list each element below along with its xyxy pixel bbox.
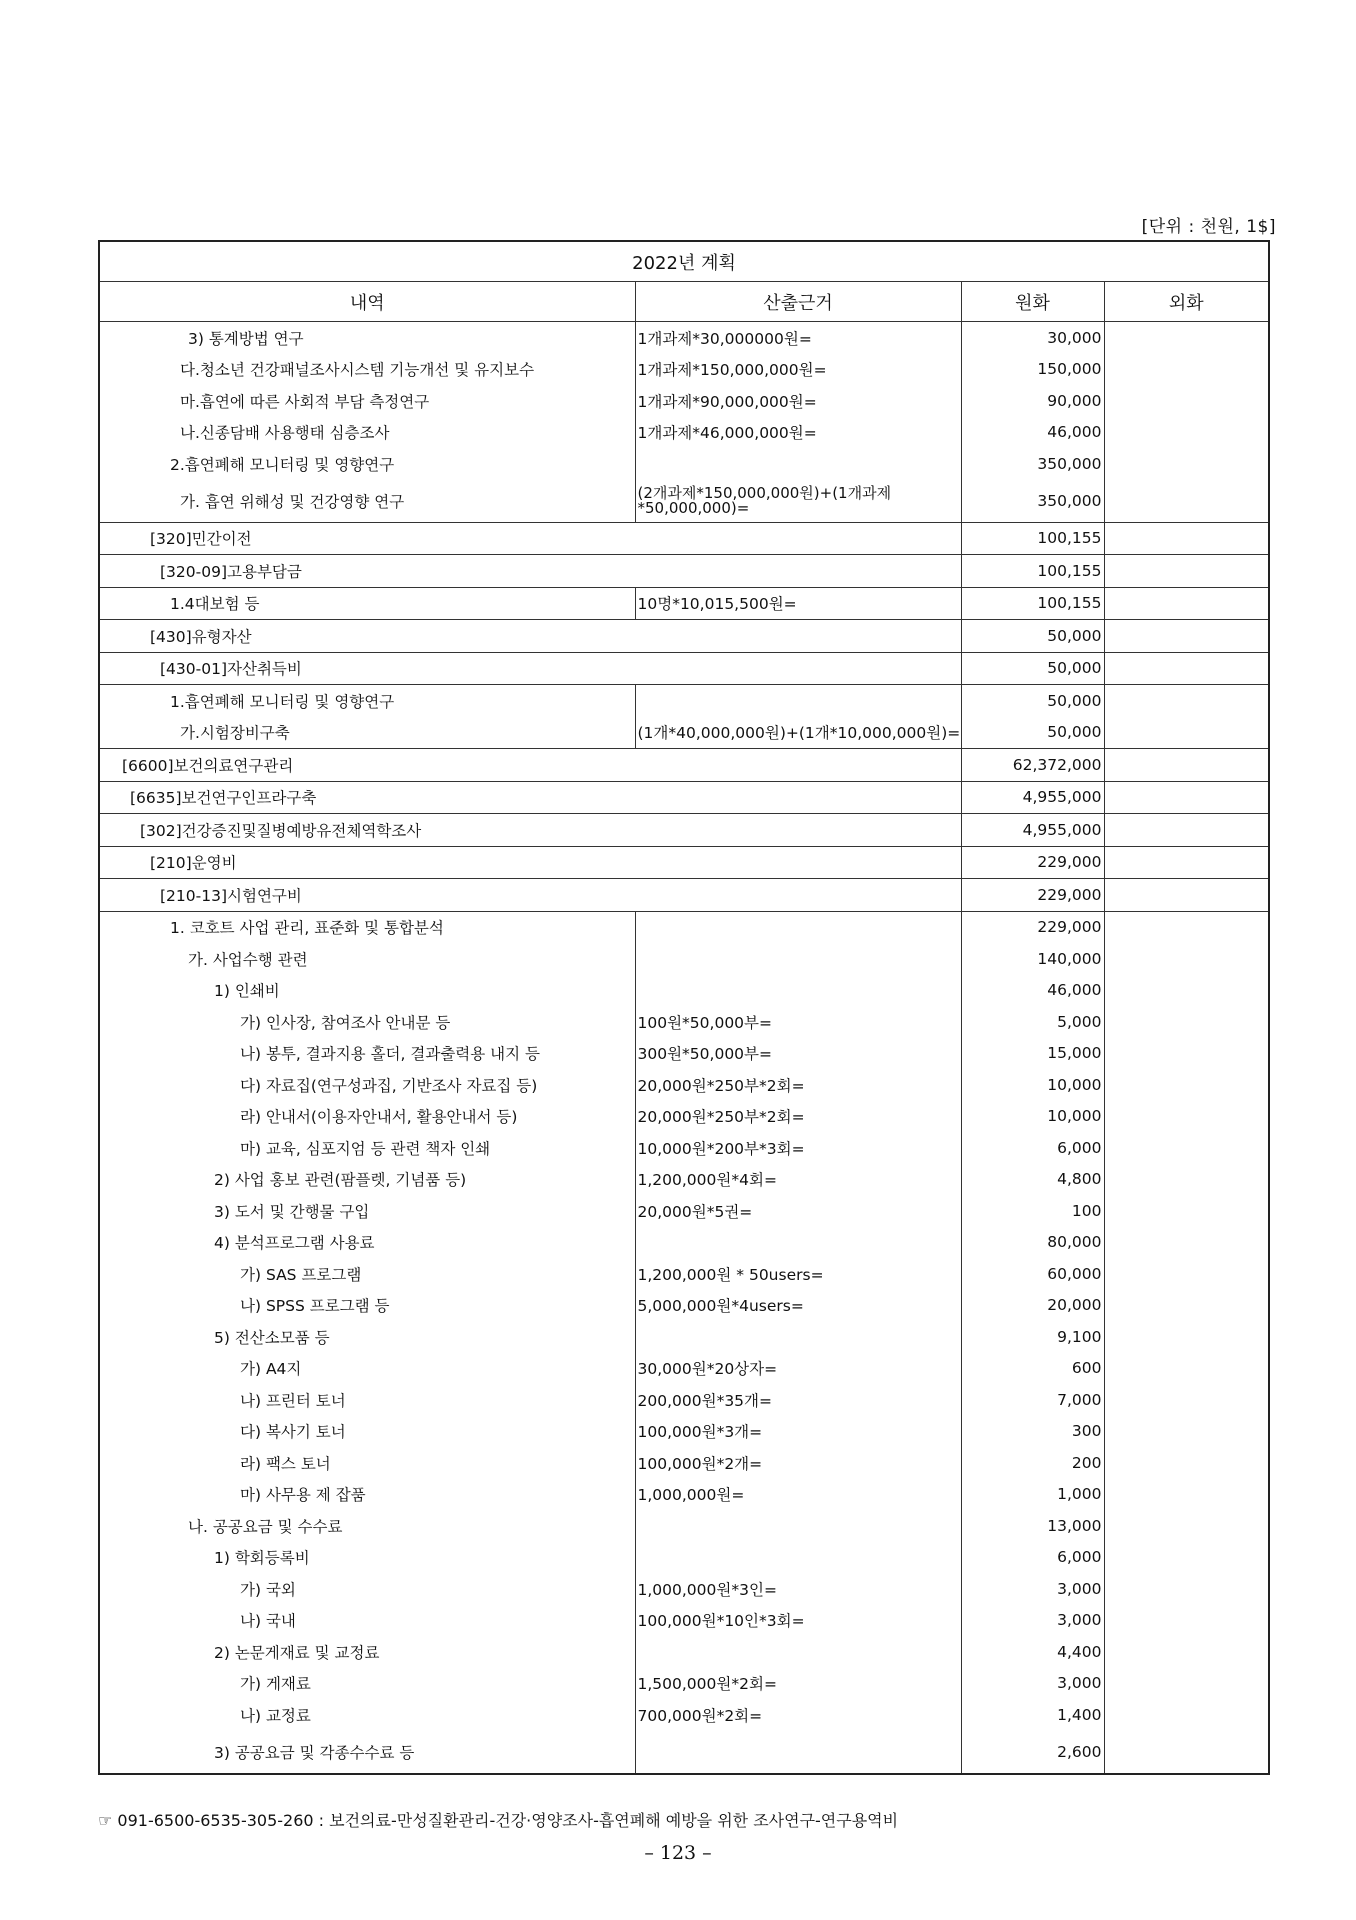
row-basis <box>635 1731 961 1774</box>
row-foreign <box>1104 846 1269 879</box>
row-basis: (1개*40,000,000원)+(1개*10,000,000원)= <box>635 717 961 749</box>
row-krw: 50,000 <box>961 652 1104 685</box>
footnote: ☞ 091-6500-6535-305-260 : 보건의료-만성질환관리-건강·영양조사-흡연폐해 예방을 위한 조사연구-연구용역비 <box>98 1811 899 1830</box>
row-item: 마.흡연에 따른 사회적 부담 측정연구 <box>99 385 635 417</box>
row-item: 나) 국내 <box>99 1605 635 1637</box>
row-foreign <box>1104 354 1269 386</box>
table-row <box>99 587 1269 620</box>
row-foreign <box>1104 1510 1269 1542</box>
row-item: [320-09]고용부담금 <box>99 555 961 588</box>
row-basis: 20,000원*250부*2회= <box>635 1101 961 1133</box>
row-krw: 150,000 <box>961 354 1104 386</box>
row-foreign <box>1104 1731 1269 1774</box>
row-foreign <box>1104 448 1269 480</box>
row-krw: 3,000 <box>961 1605 1104 1637</box>
row-foreign <box>1104 1290 1269 1322</box>
row-item: [210]운영비 <box>99 846 961 879</box>
table-row <box>99 322 1269 354</box>
table-row <box>99 1605 1269 1637</box>
table-row <box>99 385 1269 417</box>
table-row <box>99 1290 1269 1322</box>
table-row <box>99 1164 1269 1196</box>
table-row <box>99 717 1269 749</box>
table-row <box>99 1069 1269 1101</box>
row-basis: 1개과제*90,000,000원= <box>635 385 961 417</box>
row-krw: 60,000 <box>961 1258 1104 1290</box>
row-krw: 46,000 <box>961 417 1104 449</box>
table-row <box>99 1195 1269 1227</box>
row-basis: 1개과제*30,000000원= <box>635 322 961 354</box>
row-krw: 3,000 <box>961 1668 1104 1700</box>
row-foreign <box>1104 781 1269 814</box>
table-row <box>99 1132 1269 1164</box>
table-row <box>99 1447 1269 1479</box>
row-krw: 50,000 <box>961 717 1104 749</box>
row-krw: 4,400 <box>961 1636 1104 1668</box>
row-item: 1.흡연폐해 모니터링 및 영향연구 <box>99 685 635 717</box>
row-foreign <box>1104 1038 1269 1070</box>
row-basis: 1,500,000원*2회= <box>635 1668 961 1700</box>
table-row <box>99 620 1269 653</box>
table-row <box>99 1731 1269 1774</box>
row-basis: 100,000원*2개= <box>635 1447 961 1479</box>
table-row <box>99 1636 1269 1668</box>
row-krw: 100,155 <box>961 522 1104 555</box>
row-foreign <box>1104 685 1269 717</box>
row-item: 가. 사업수행 관련 <box>99 943 635 975</box>
row-krw: 15,000 <box>961 1038 1104 1070</box>
row-krw: 100 <box>961 1195 1104 1227</box>
row-basis: 700,000원*2회= <box>635 1699 961 1731</box>
page-number: – 123 – <box>644 1842 712 1864</box>
row-item: 가) A4지 <box>99 1353 635 1385</box>
row-foreign <box>1104 385 1269 417</box>
row-krw: 229,000 <box>961 846 1104 879</box>
row-item: 다) 자료집(연구성과집, 기반조사 자료집 등) <box>99 1069 635 1101</box>
row-foreign <box>1104 1479 1269 1511</box>
row-basis: 5,000,000원*4users= <box>635 1290 961 1322</box>
row-basis <box>635 1510 961 1542</box>
row-foreign <box>1104 1132 1269 1164</box>
row-foreign <box>1104 480 1269 523</box>
row-basis <box>635 1227 961 1259</box>
row-item: [430-01]자산취득비 <box>99 652 961 685</box>
table-row <box>99 1258 1269 1290</box>
table-row <box>99 749 1269 782</box>
row-foreign <box>1104 1447 1269 1479</box>
row-basis: 10,000원*200부*3회= <box>635 1132 961 1164</box>
row-foreign <box>1104 879 1269 912</box>
row-krw: 5,000 <box>961 1006 1104 1038</box>
table-row <box>99 448 1269 480</box>
row-item: 가. 흡연 위해성 및 건강영향 연구 <box>99 480 635 523</box>
row-item: 1. 코호트 사업 관리, 표준화 및 통합분석 <box>99 911 635 943</box>
row-item: 나. 공공요금 및 수수료 <box>99 1510 635 1542</box>
row-item: 나) 프린터 토너 <box>99 1384 635 1416</box>
row-foreign <box>1104 1384 1269 1416</box>
table-row <box>99 879 1269 912</box>
row-basis: 1개과제*46,000,000원= <box>635 417 961 449</box>
row-foreign <box>1104 1699 1269 1731</box>
row-krw: 50,000 <box>961 620 1104 653</box>
row-foreign <box>1104 1227 1269 1259</box>
table-row <box>99 417 1269 449</box>
table-row <box>99 1416 1269 1448</box>
row-krw: 6,000 <box>961 1542 1104 1574</box>
table-row <box>99 1038 1269 1070</box>
row-basis: 1개과제*150,000,000원= <box>635 354 961 386</box>
row-item: [430]유형자산 <box>99 620 961 653</box>
row-item: 2) 논문게재료 및 교정료 <box>99 1636 635 1668</box>
row-basis: 20,000원*5권= <box>635 1195 961 1227</box>
row-krw: 80,000 <box>961 1227 1104 1259</box>
row-foreign <box>1104 749 1269 782</box>
row-item: 나) SPSS 프로그램 등 <box>99 1290 635 1322</box>
row-item: 마) 사무용 제 잡품 <box>99 1479 635 1511</box>
row-krw: 4,800 <box>961 1164 1104 1196</box>
row-foreign <box>1104 1321 1269 1353</box>
row-krw: 229,000 <box>961 911 1104 943</box>
row-item: [210-13]시험연구비 <box>99 879 961 912</box>
header-basis: 산출근거 <box>635 282 961 322</box>
row-foreign <box>1104 620 1269 653</box>
row-item: 2.흡연폐해 모니터링 및 영향연구 <box>99 448 635 480</box>
row-foreign <box>1104 814 1269 847</box>
row-krw: 600 <box>961 1353 1104 1385</box>
table-row <box>99 354 1269 386</box>
row-item: 나.신종담배 사용행태 심층조사 <box>99 417 635 449</box>
row-krw: 1,400 <box>961 1699 1104 1731</box>
row-item: 가.시험장비구축 <box>99 717 635 749</box>
row-foreign <box>1104 943 1269 975</box>
table-row <box>99 943 1269 975</box>
row-foreign <box>1104 1605 1269 1637</box>
table-row <box>99 846 1269 879</box>
table-row <box>99 685 1269 717</box>
row-basis <box>635 685 961 717</box>
row-item: 나) 교정료 <box>99 1699 635 1731</box>
row-krw: 10,000 <box>961 1101 1104 1133</box>
header-item: 내역 <box>99 282 635 322</box>
row-krw: 100,155 <box>961 587 1104 620</box>
row-foreign <box>1104 1636 1269 1668</box>
row-basis: 1,200,000원*4회= <box>635 1164 961 1196</box>
row-foreign <box>1104 587 1269 620</box>
budget-table <box>98 240 1270 1775</box>
row-item: 가) 국외 <box>99 1573 635 1605</box>
row-krw: 100,155 <box>961 555 1104 588</box>
table-row <box>99 1699 1269 1731</box>
row-foreign <box>1104 911 1269 943</box>
row-basis: 100,000원*10인*3회= <box>635 1605 961 1637</box>
row-foreign <box>1104 1353 1269 1385</box>
table-row <box>99 1321 1269 1353</box>
row-foreign <box>1104 555 1269 588</box>
row-foreign <box>1104 975 1269 1007</box>
unit-label: [단위 : 천원, 1$] <box>1141 217 1276 237</box>
row-item: [6635]보건연구인프라구축 <box>99 781 961 814</box>
row-krw: 9,100 <box>961 1321 1104 1353</box>
row-foreign <box>1104 322 1269 354</box>
row-item: 1) 인쇄비 <box>99 975 635 1007</box>
row-foreign <box>1104 1573 1269 1605</box>
row-krw: 4,955,000 <box>961 781 1104 814</box>
row-basis: 100,000원*3개= <box>635 1416 961 1448</box>
row-item: [320]민간이전 <box>99 522 961 555</box>
row-foreign <box>1104 652 1269 685</box>
row-item: 1.4대보험 등 <box>99 587 635 620</box>
table-row <box>99 1353 1269 1385</box>
row-foreign <box>1104 1668 1269 1700</box>
row-krw: 62,372,000 <box>961 749 1104 782</box>
row-item: 5) 전산소모품 등 <box>99 1321 635 1353</box>
table-row <box>99 652 1269 685</box>
row-foreign <box>1104 1069 1269 1101</box>
row-item: 가) SAS 프로그램 <box>99 1258 635 1290</box>
row-basis <box>635 1542 961 1574</box>
row-krw: 140,000 <box>961 943 1104 975</box>
table-title: 2022년 계획 <box>99 241 1269 282</box>
row-foreign <box>1104 1164 1269 1196</box>
row-basis: 300원*50,000부= <box>635 1038 961 1070</box>
table-row <box>99 814 1269 847</box>
row-foreign <box>1104 1258 1269 1290</box>
row-foreign <box>1104 1101 1269 1133</box>
row-foreign <box>1104 1416 1269 1448</box>
table-row <box>99 1006 1269 1038</box>
row-item: 라) 안내서(이용자안내서, 활용안내서 등) <box>99 1101 635 1133</box>
row-krw: 200 <box>961 1447 1104 1479</box>
row-item: 2) 사업 홍보 관련(팜플렛, 기념품 등) <box>99 1164 635 1196</box>
table-row <box>99 911 1269 943</box>
row-basis <box>635 943 961 975</box>
row-basis: 100원*50,000부= <box>635 1006 961 1038</box>
row-item: [6600]보건의료연구관리 <box>99 749 961 782</box>
row-basis <box>635 1636 961 1668</box>
row-krw: 6,000 <box>961 1132 1104 1164</box>
row-item: 3) 공공요금 및 각종수수료 등 <box>99 1731 635 1774</box>
row-basis <box>635 911 961 943</box>
row-krw: 10,000 <box>961 1069 1104 1101</box>
row-foreign <box>1104 1542 1269 1574</box>
row-krw: 229,000 <box>961 879 1104 912</box>
row-item: 나) 봉투, 결과지용 홀더, 결과출력용 내지 등 <box>99 1038 635 1070</box>
table-row <box>99 975 1269 1007</box>
table-row <box>99 1573 1269 1605</box>
table-row <box>99 1510 1269 1542</box>
row-foreign <box>1104 1006 1269 1038</box>
row-krw: 300 <box>961 1416 1104 1448</box>
row-item: 가) 게재료 <box>99 1668 635 1700</box>
row-krw: 30,000 <box>961 322 1104 354</box>
row-basis: 30,000원*20상자= <box>635 1353 961 1385</box>
row-basis: (2개과제*150,000,000원)+(1개과제*50,000,000)= <box>635 480 961 523</box>
header-krw: 원화 <box>961 282 1104 322</box>
row-basis <box>635 448 961 480</box>
row-basis: 1,000,000원= <box>635 1479 961 1511</box>
row-krw: 90,000 <box>961 385 1104 417</box>
row-krw: 350,000 <box>961 448 1104 480</box>
row-krw: 1,000 <box>961 1479 1104 1511</box>
row-krw: 7,000 <box>961 1384 1104 1416</box>
row-krw: 350,000 <box>961 480 1104 523</box>
table-row <box>99 480 1269 523</box>
table-row <box>99 1101 1269 1133</box>
row-foreign <box>1104 417 1269 449</box>
row-item: 4) 분석프로그램 사용료 <box>99 1227 635 1259</box>
row-krw: 3,000 <box>961 1573 1104 1605</box>
row-foreign <box>1104 1195 1269 1227</box>
row-krw: 4,955,000 <box>961 814 1104 847</box>
table-row <box>99 522 1269 555</box>
table-row <box>99 1227 1269 1259</box>
row-item: 3) 통계방법 연구 <box>99 322 635 354</box>
row-item: [302]건강증진및질병예방유전체역학조사 <box>99 814 961 847</box>
row-basis: 1,000,000원*3인= <box>635 1573 961 1605</box>
table-row <box>99 555 1269 588</box>
row-basis: 200,000원*35개= <box>635 1384 961 1416</box>
row-item: 다.청소년 건강패널조사시스템 기능개선 및 유지보수 <box>99 354 635 386</box>
table-row <box>99 781 1269 814</box>
row-item: 가) 인사장, 참여조사 안내문 등 <box>99 1006 635 1038</box>
row-item: 3) 도서 및 간행물 구입 <box>99 1195 635 1227</box>
table-row <box>99 1542 1269 1574</box>
table-row <box>99 1668 1269 1700</box>
row-item: 다) 복사기 토너 <box>99 1416 635 1448</box>
row-krw: 46,000 <box>961 975 1104 1007</box>
table-row <box>99 1384 1269 1416</box>
row-foreign <box>1104 717 1269 749</box>
row-basis: 10명*10,015,500원= <box>635 587 961 620</box>
row-krw: 2,600 <box>961 1731 1104 1774</box>
row-krw: 20,000 <box>961 1290 1104 1322</box>
table-row <box>99 1479 1269 1511</box>
row-foreign <box>1104 522 1269 555</box>
table-body <box>99 322 1269 1774</box>
row-item: 마) 교육, 심포지엄 등 관련 책자 인쇄 <box>99 1132 635 1164</box>
row-item: 1) 학회등록비 <box>99 1542 635 1574</box>
row-item: 라) 팩스 토너 <box>99 1447 635 1479</box>
row-basis: 1,200,000원 * 50users= <box>635 1258 961 1290</box>
row-basis <box>635 1321 961 1353</box>
row-krw: 13,000 <box>961 1510 1104 1542</box>
row-basis: 20,000원*250부*2회= <box>635 1069 961 1101</box>
row-basis <box>635 975 961 1007</box>
row-krw: 50,000 <box>961 685 1104 717</box>
header-foreign: 외화 <box>1104 282 1269 322</box>
